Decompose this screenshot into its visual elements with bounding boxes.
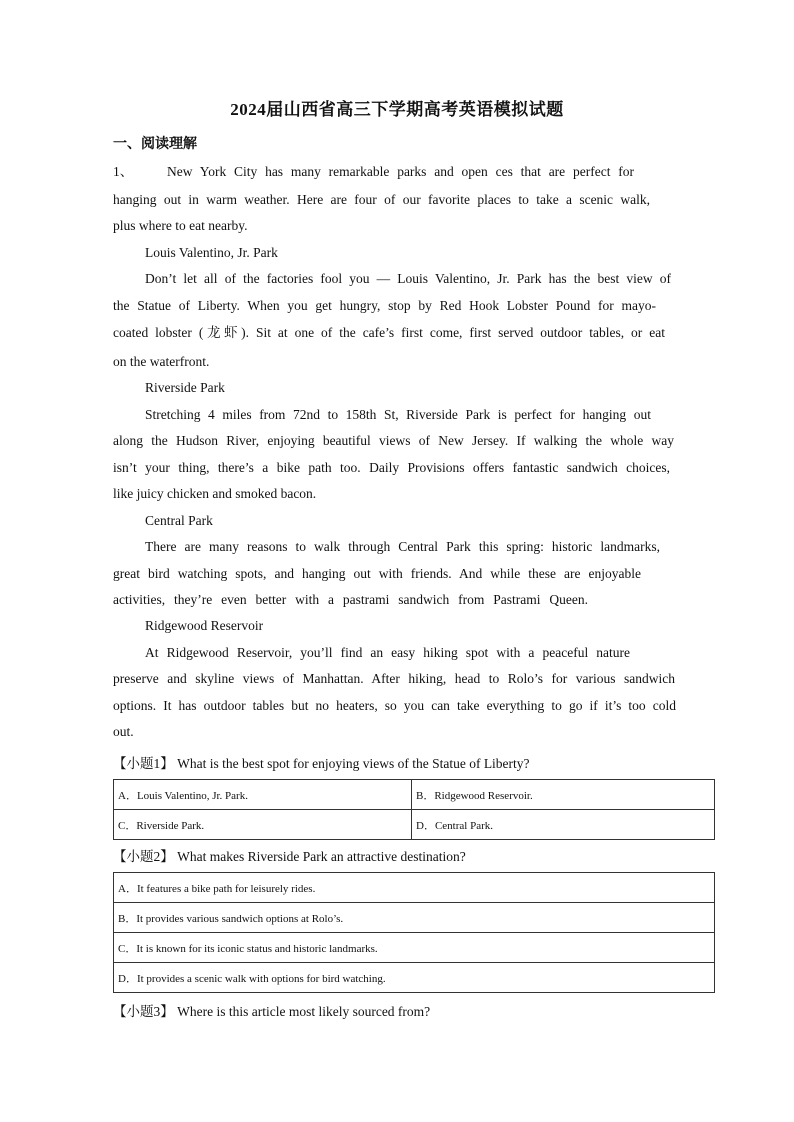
passage-line: coated lobster (龙虾). Sit at one of the cafe’s first come, first served outdoor tables, or eat [113, 325, 665, 340]
section-heading: 一、阅读理解 [113, 137, 197, 152]
option-b[interactable]: B．It provides various sandwich options at Rolo’s. [114, 903, 715, 933]
option-c[interactable]: C．Riverside Park. [114, 810, 412, 840]
passage-line: like juicy chicken and smoked bacon. [113, 486, 317, 501]
passage-line: isn’t your thing, there’s a bike path too. Daily Provisions offers fantastic sandwich choices, [113, 460, 670, 475]
question-1 [113, 752, 530, 772]
question-label: 【小题1】 [113, 756, 174, 771]
passage-line: New York City has many remarkable parks and open ces that are perfect for [167, 164, 634, 179]
document-title: 2024届山西省高三下学期高考英语模拟试题 [230, 100, 564, 119]
question-label: 【小题3】 [113, 1004, 174, 1019]
park-heading: Ridgewood Reservoir [145, 618, 264, 633]
question-text: What is the best spot for enjoying views of the Statue of Liberty? [177, 756, 530, 771]
passage-line: on the waterfront. [113, 354, 210, 369]
option-d[interactable]: D．It provides a scenic walk with options for bird watching. [114, 963, 715, 993]
passage-line: Stretching 4 miles from 72nd to 158th St, Riverside Park is perfect for hanging out [145, 407, 651, 422]
passage-line: great bird watching spots, and hanging out with friends. And while these are enjoyable [113, 566, 641, 581]
question-2 [113, 845, 466, 865]
option-c[interactable]: C．It is known for its iconic status and historic landmarks. [114, 933, 715, 963]
question-number: 1、 [113, 164, 134, 179]
option-a[interactable]: A．It features a bike path for leisurely rides. [114, 873, 715, 903]
passage-line: plus where to eat nearby. [113, 218, 248, 233]
question-text: What makes Riverside Park an attractive destination? [177, 849, 466, 864]
question-3 [113, 1000, 430, 1020]
question-text: Where is this article most likely sourced from? [177, 1004, 431, 1019]
passage-line: activities, they’re even better with a pastrami sandwich from Pastrami Queen. [113, 592, 588, 607]
passage-line: along the Hudson River, enjoying beautiful views of New Jersey. If walking the whole way [113, 433, 674, 448]
options-table-2 [113, 872, 715, 993]
passage-line: preserve and skyline views of Manhattan. After hiking, head to Rolo’s for various sandwich [113, 671, 675, 686]
option-d[interactable]: D．Central Park. [412, 810, 715, 840]
passage-line: the Statue of Liberty. When you get hungry, stop by Red Hook Lobster Pound for mayo- [113, 298, 656, 313]
park-heading: Central Park [145, 513, 213, 528]
option-b[interactable]: B．Ridgewood Reservoir. [412, 780, 715, 810]
passage-line: hanging out in warm weather. Here are four of our favorite places to take a scenic walk, [113, 192, 650, 207]
question-label: 【小题2】 [113, 849, 174, 864]
passage-line: There are many reasons to walk through Central Park this spring: historic landmarks, [145, 539, 660, 554]
options-table-1 [113, 779, 715, 840]
passage-line: Don’t let all of the factories fool you — Louis Valentino, Jr. Park has the best view of [145, 271, 671, 286]
passage-line: At Ridgewood Reservoir, you’ll find an easy hiking spot with a peaceful nature [145, 645, 630, 660]
passage-line: out. [113, 724, 134, 739]
park-heading: Louis Valentino, Jr. Park [145, 245, 278, 260]
option-a[interactable]: A．Louis Valentino, Jr. Park. [114, 780, 412, 810]
park-heading: Riverside Park [145, 380, 225, 395]
passage-line: options. It has outdoor tables but no heaters, so you can take everything to go if it’s too cold [113, 698, 676, 713]
